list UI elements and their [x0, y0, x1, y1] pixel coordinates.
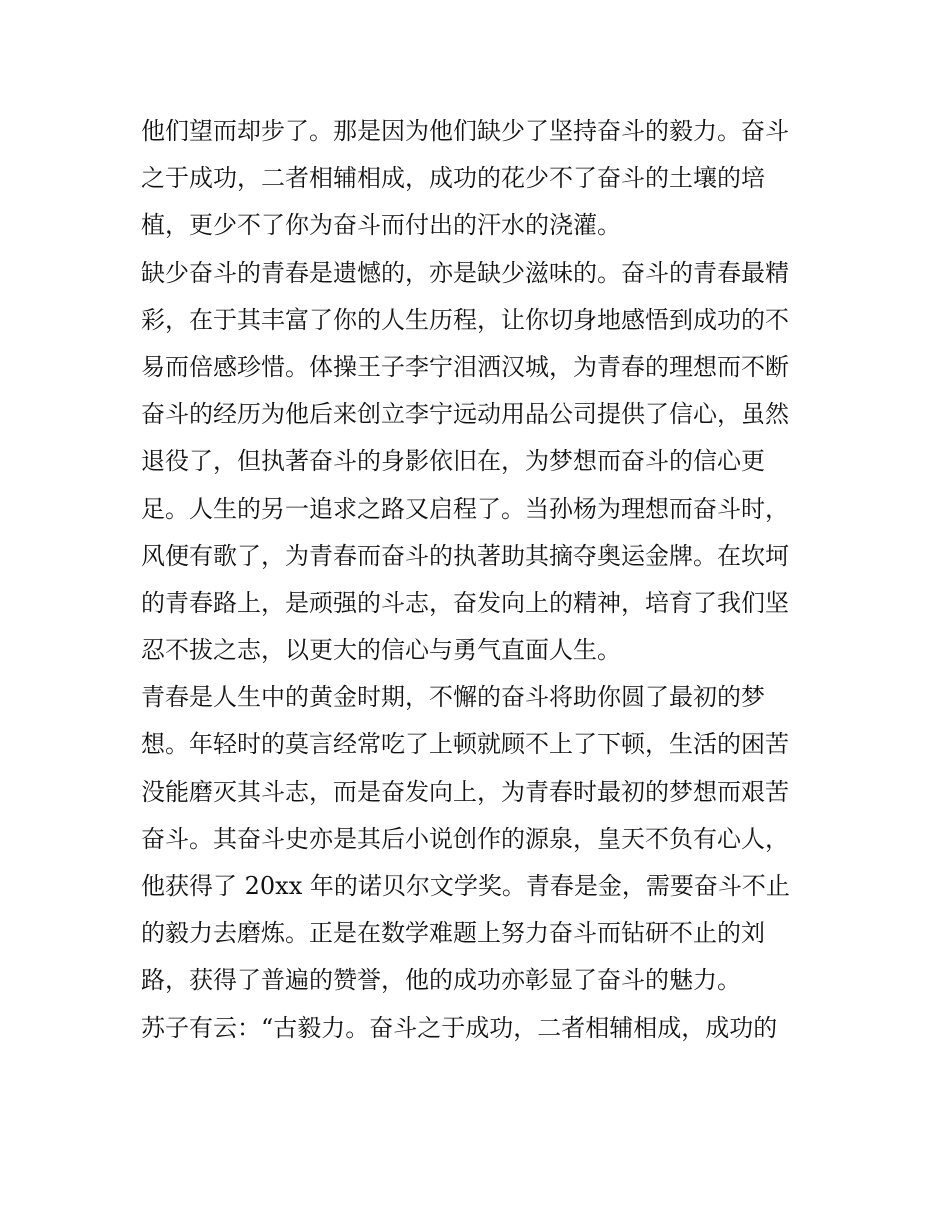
text-line: 易而倍感珍惜。体操王子李宁泪洒汉城，为青春的理想而不断: [141, 352, 789, 381]
text-line: 风便有歌了，为青春而奋斗的执著助其摘夺奥运金牌。在坎坷: [141, 541, 789, 570]
text-line: 的毅力去磨炼。正是在数学难题上努力奋斗而钻研不止的刘: [141, 919, 765, 948]
text-line: 忍不拔之志，以更大的信心与勇气直面人生。: [141, 636, 621, 665]
text-line: 的青春路上，是顽强的斗志，奋发向上的精神，培育了我们坚: [141, 588, 789, 617]
text-line: 苏子有云：“古毅力。奋斗之于成功，二者相辅相成，成功的: [141, 1013, 778, 1042]
document-body: [141, 108, 813, 1052]
text-line: 足。人生的另一追求之路又启程了。当孙杨为理想而奋斗时，: [141, 494, 789, 523]
text-line: 之于成功，二者相辅相成，成功的花少不了奋斗的土壤的培: [141, 164, 765, 193]
text-line: 奋斗的经历为他后来创立李宁远动用品公司提供了信心，虽然: [141, 400, 789, 429]
text-line: 没能磨灭其斗志，而是奋发向上，为青春时最初的梦想而艰苦: [141, 777, 789, 806]
text-line: 退役了，但执著奋斗的身影依旧在，为梦想而奋斗的信心更: [141, 447, 765, 476]
text-line: 奋斗。其奋斗史亦是其后小说创作的源泉，皇天不负有心人，: [141, 824, 789, 853]
text-line: 想。年轻时的莫言经常吃了上顿就顾不上了下顿，生活的困苦: [141, 730, 789, 759]
text-line: 他获得了 20xx 年的诺贝尔文学奖。青春是金，需要奋斗不止: [141, 872, 790, 900]
text-line: 青春是人生中的黄金时期，不懈的奋斗将助你圆了最初的梦: [141, 683, 765, 712]
text-line: 植，更少不了你为奋斗而付出的汗水的浇灌。: [141, 211, 621, 240]
text-line: 缺少奋斗的青春是遗憾的，亦是缺少滋味的。奋斗的青春最精: [141, 258, 789, 287]
text-line: 他们望而却步了。那是因为他们缺少了坚持奋斗的毅力。奋斗: [141, 117, 789, 145]
text-line: 路，获得了普遍的赞誉，他的成功亦彰显了奋斗的魅力。: [141, 966, 741, 995]
text-line: 彩，在于其丰富了你的人生历程，让你切身地感悟到成功的不: [141, 305, 789, 334]
